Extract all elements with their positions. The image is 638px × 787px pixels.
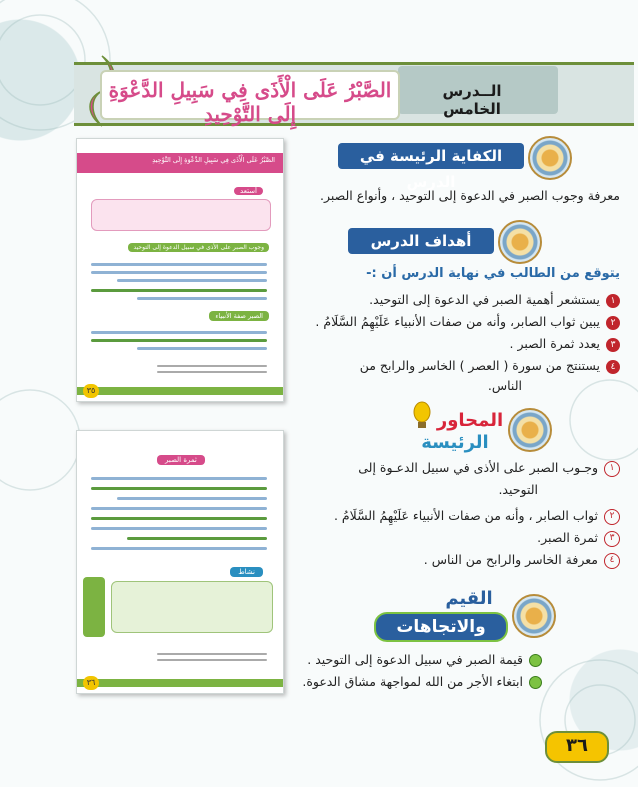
thumb-text-line: [91, 271, 267, 274]
axis-item: ٢ثواب الصابر ، وأنه من صفات الأنبياء عَلَيْهِمُ السَّلَامُ .: [334, 508, 620, 525]
textbook-page-thumbnail-bottom: [76, 430, 284, 694]
thumb-footer-band: [77, 679, 283, 687]
thumb-footer-band: [77, 387, 283, 395]
thumb-text-line: [137, 347, 267, 350]
thumb-footnote-line: [157, 659, 267, 661]
thumb-footnote-line: [157, 365, 267, 367]
thumb-label-prepare: أستعد: [234, 187, 263, 195]
bullet-icon: [529, 654, 542, 667]
thumb-text-line: [137, 297, 267, 300]
thumb-label-activity: نشاط: [230, 567, 263, 577]
objective-number: ٣: [606, 338, 620, 352]
objectives-medal-icon: [498, 220, 542, 264]
values-heading-line1: القيم: [445, 588, 493, 609]
axes-medal-icon: [508, 408, 552, 452]
thumb-activity-box: [111, 581, 273, 633]
axis-item: ٤معرفة الخاسر والرابح من الناس .: [424, 552, 620, 569]
bullet-icon: [529, 676, 542, 689]
thumb-text-line: [91, 477, 267, 480]
thumb-page-number: ٣٦: [83, 676, 99, 690]
thumb-warmup-box: [91, 199, 271, 231]
competency-text: معرفة وجوب الصبر في الدعوة إلى التوحيد ، وأنواع الصبر.: [320, 188, 620, 203]
axis-number: ٢: [604, 509, 620, 525]
thumb-text-line: [91, 487, 267, 490]
objective-item: ٤يستنتج من سورة ( العصر ) الخاسر والرابح من: [360, 358, 620, 374]
thumb-text-line: [91, 527, 267, 530]
objectives-intro: يتوقع من الطالب في نهاية الدرس أن :-: [366, 266, 620, 281]
objective-item: ٢يبين ثواب الصابر، وأنه من صفات الأنبياء عَلَيْهِمُ السَّلَامُ .: [315, 314, 620, 330]
thumb-footnote-line: [157, 371, 267, 373]
values-item: ابتغاء الأجر من الله لمواجهة مشاق الدعوة.: [302, 674, 542, 689]
values-heading-line2: والاتجاهات: [374, 612, 508, 642]
competency-heading: الكفاية الرئيسة في الدرس: [338, 143, 524, 169]
thumb-page-number: ٣٥: [83, 384, 99, 398]
thumb-text-line: [127, 537, 267, 540]
axis-number: ٤: [604, 553, 620, 569]
thumb-footnote-line: [157, 653, 267, 655]
thumb-text-line: [117, 497, 267, 500]
objective-number: ٤: [606, 360, 620, 374]
page-number: ٣٦: [545, 731, 609, 763]
axis-item-continuation: التوحيد.: [498, 482, 538, 497]
objective-item-continuation: الناس.: [487, 378, 522, 393]
objective-number: ١: [606, 294, 620, 308]
lesson-number: الــدرس الخامس: [442, 82, 502, 118]
objective-item: ١يستشعر أهمية الصبر في الدعوة إلى التوحيد.: [369, 292, 620, 308]
objective-number: ٢: [606, 316, 620, 330]
axis-item: ٣ثمرة الصبر.: [537, 530, 620, 547]
thumb-text-line: [117, 279, 267, 282]
thumb-title: الصَّبْرُ عَلَى الْأَذَى فِي سَبِيلِ الدَّعْوَةِ إِلَى التَّوْحِيدِ: [152, 156, 275, 164]
objective-item: ٣يعدد ثمرة الصبر .: [510, 336, 620, 352]
thumb-text-line: [91, 263, 267, 266]
values-item: قيمة الصبر في سبيل الدعوة إلى التوحيد .: [307, 652, 542, 667]
axis-item: ١وجـوب الصبر على الأذى في سبيل الدعـوة إلى: [358, 460, 620, 477]
thumb-label-duty: وجوب الصبر على الأذى في سبيل الدعوة إلى التوحيد: [128, 243, 269, 252]
axis-number: ٣: [604, 531, 620, 547]
thumb-text-line: [91, 507, 267, 510]
axis-number: ١: [604, 461, 620, 477]
lamp-icon: [410, 400, 434, 430]
thumb-text-line: [91, 331, 267, 334]
thumb-text-line: [91, 289, 267, 292]
objectives-heading: أهداف الدرس: [348, 228, 494, 254]
competency-medal-icon: [528, 136, 572, 180]
thumb-label-prophets: الصبر صفة الأنبياء: [209, 311, 269, 321]
lesson-title: الصَّبْرُ عَلَى الْأَذَى فِي سَبِيلِ الدَّعْوَةِ إِلَى التَّوْحِيدِ: [108, 78, 392, 126]
thumb-label-fruit: ثمرة الصبر: [157, 455, 205, 465]
thumb-text-line: [91, 339, 267, 342]
thumb-side-tab: [83, 577, 105, 637]
axes-heading-line1: المحاور: [436, 410, 504, 431]
values-medal-icon: [512, 594, 556, 638]
thumb-text-line: [91, 517, 267, 520]
thumb-text-line: [91, 547, 267, 550]
textbook-page-thumbnail-top: [76, 138, 284, 402]
axes-heading-line2: الرئيسة: [421, 432, 489, 453]
